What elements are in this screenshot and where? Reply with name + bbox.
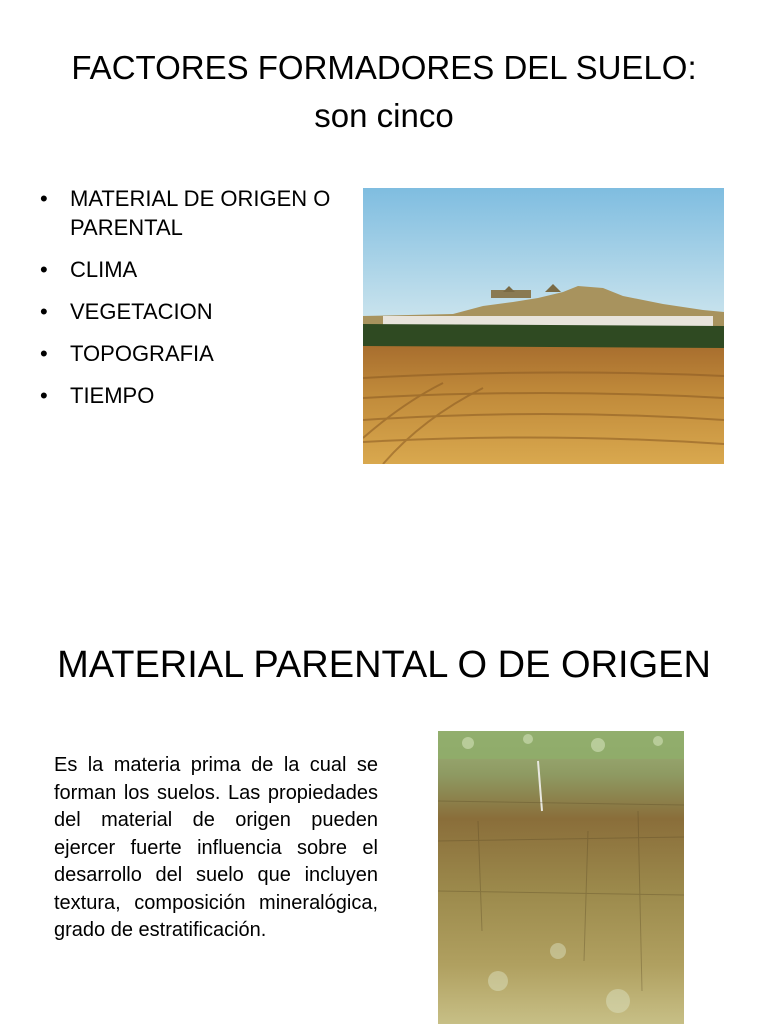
bullet-icon: • — [40, 341, 48, 366]
list-item — [40, 255, 340, 284]
soil-profile-photo — [438, 731, 684, 1024]
slide-material-parental — [0, 512, 768, 1024]
bullet-text: TOPOGRAFIA — [70, 341, 214, 366]
bullet-text: TIEMPO — [70, 383, 155, 408]
list-item — [40, 339, 340, 368]
bullet-text: MATERIAL DE ORIGEN O PARENTAL — [70, 186, 331, 240]
bullet-icon: • — [40, 257, 48, 282]
bullet-icon: • — [40, 383, 48, 408]
bullet-icon: • — [40, 299, 48, 324]
bullet-text: VEGETACION — [70, 299, 213, 324]
list-item — [40, 381, 340, 410]
slide1-title-line2: son cinco — [314, 97, 454, 134]
slide1-title-line1: FACTORES FORMADORES DEL SUELO: — [71, 49, 697, 86]
list-item — [40, 184, 340, 242]
description-paragraph: Es la materia prima de la cual se forman los suelos. Las propiedades del material de origen pueden ejercer fuerte influencia sobre el desarrollo del suelo que incluyen textura, composición mineralógica, grado de estratificación. — [54, 754, 378, 941]
bullet-text: CLIMA — [70, 257, 138, 282]
slide1-title — [0, 44, 768, 140]
slide2-title: MATERIAL PARENTAL O DE ORIGEN — [57, 644, 711, 686]
bullet-icon: • — [40, 186, 48, 211]
list-item — [40, 297, 340, 326]
landscape-photo — [363, 188, 724, 464]
factors-list — [40, 184, 340, 423]
